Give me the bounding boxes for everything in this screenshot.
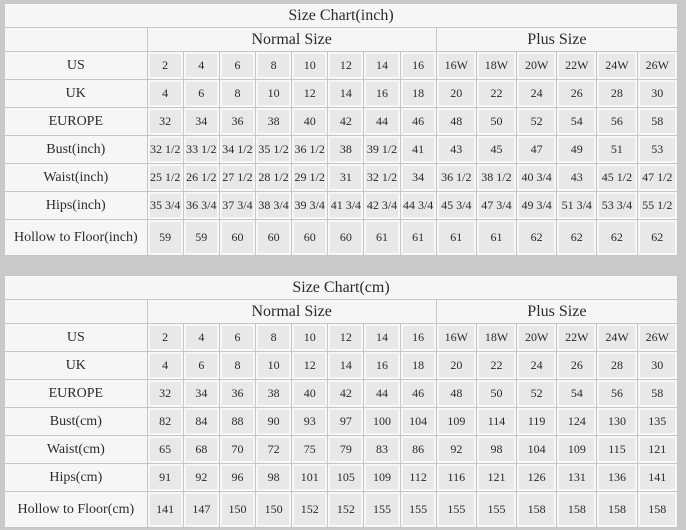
size-cell: 22W	[557, 324, 597, 352]
size-cell: 116	[436, 464, 476, 492]
size-cell: 83	[364, 436, 400, 464]
size-cell: 31	[328, 164, 364, 192]
size-cell: 24	[517, 80, 557, 108]
row-label: EUROPE	[5, 108, 148, 136]
size-cell: 35 3/4	[147, 192, 183, 220]
size-cell: 32	[147, 108, 183, 136]
table-title: Size Chart(inch)	[5, 4, 678, 28]
size-cell: 42 3/4	[364, 192, 400, 220]
size-cell: 32 1/2	[147, 136, 183, 164]
group-header-normal-size: Normal Size	[147, 300, 436, 324]
size-cell: 30	[637, 352, 677, 380]
size-cell: 114	[476, 408, 516, 436]
size-cell: 4	[183, 324, 219, 352]
size-cell: 36 3/4	[183, 192, 219, 220]
row-label: Hips(inch)	[5, 192, 148, 220]
size-cell: 62	[637, 220, 678, 256]
size-cell: 92	[436, 436, 476, 464]
size-cell: 62	[517, 220, 557, 256]
row-label: EUROPE	[5, 380, 148, 408]
table-row	[5, 192, 678, 220]
table-row	[5, 380, 678, 408]
size-cell: 155	[436, 492, 476, 528]
size-cell: 86	[400, 436, 436, 464]
row-label: Hollow to Floor(cm)	[5, 492, 148, 528]
size-cell: 62	[597, 220, 637, 256]
size-cell: 38	[256, 380, 292, 408]
size-cell: 16	[400, 324, 436, 352]
size-cell: 55 1/2	[637, 192, 678, 220]
size-cell: 70	[219, 436, 255, 464]
group-header-row	[5, 300, 678, 324]
size-cell: 36	[219, 108, 255, 136]
size-cell: 121	[637, 436, 677, 464]
size-cell: 36 1/2	[292, 136, 328, 164]
size-cell: 53	[637, 136, 678, 164]
size-cell: 18W	[476, 52, 516, 80]
size-cell: 72	[256, 436, 292, 464]
size-cell: 16	[400, 52, 436, 80]
size-cell: 90	[256, 408, 292, 436]
size-cell: 34	[183, 108, 219, 136]
size-cell: 51	[597, 136, 637, 164]
size-cell: 6	[183, 352, 219, 380]
size-cell: 4	[183, 52, 219, 80]
table-row	[5, 352, 678, 380]
size-cell: 41 3/4	[328, 192, 364, 220]
size-cell: 136	[597, 464, 637, 492]
size-cell: 40	[292, 108, 328, 136]
size-cell: 60	[219, 220, 255, 256]
size-cell: 38	[328, 136, 364, 164]
size-cell: 36	[219, 380, 255, 408]
row-label: UK	[5, 80, 148, 108]
size-cell: 126	[517, 464, 557, 492]
table-title: Size Chart(cm)	[5, 276, 678, 300]
size-cell: 47 1/2	[637, 164, 678, 192]
size-cell: 52	[517, 380, 557, 408]
size-cell: 109	[436, 408, 476, 436]
size-cell: 48	[436, 108, 476, 136]
size-cell: 18	[400, 80, 436, 108]
table-row	[5, 408, 678, 436]
size-cell: 61	[400, 220, 436, 256]
size-cell: 54	[557, 380, 597, 408]
size-cell: 88	[219, 408, 255, 436]
size-cell: 26 1/2	[183, 164, 219, 192]
size-cell: 14	[364, 52, 400, 80]
size-cell: 40 3/4	[517, 164, 557, 192]
size-cell: 44 3/4	[400, 192, 436, 220]
size-cell: 115	[597, 436, 637, 464]
size-cell: 12	[328, 324, 364, 352]
size-cell: 47 3/4	[476, 192, 516, 220]
size-cell: 24W	[597, 52, 637, 80]
size-cell: 8	[256, 324, 292, 352]
size-cell: 2	[147, 324, 183, 352]
size-cell: 16	[364, 80, 400, 108]
size-cell: 84	[183, 408, 219, 436]
size-cell: 119	[517, 408, 557, 436]
size-cell: 34	[400, 164, 436, 192]
size-cell: 43	[436, 136, 476, 164]
table-row	[5, 80, 678, 108]
size-cell: 61	[364, 220, 400, 256]
size-cell: 39 3/4	[292, 192, 328, 220]
size-cell: 32 1/2	[364, 164, 400, 192]
size-cell: 26W	[637, 324, 677, 352]
table-row	[5, 324, 678, 352]
size-cell: 49	[557, 136, 597, 164]
size-chart-table-cm	[4, 275, 678, 528]
corner-cell	[5, 28, 148, 52]
size-cell: 92	[183, 464, 219, 492]
size-cell: 6	[219, 52, 255, 80]
table-row	[5, 136, 678, 164]
size-cell: 100	[364, 408, 400, 436]
size-cell: 24W	[597, 324, 637, 352]
table-row	[5, 220, 678, 256]
size-cell: 12	[292, 352, 328, 380]
table-title-row	[5, 4, 678, 28]
size-cell: 105	[328, 464, 364, 492]
size-cell: 22	[476, 80, 516, 108]
size-cell: 18W	[476, 324, 516, 352]
size-cell: 41	[400, 136, 436, 164]
size-cell: 22W	[557, 52, 597, 80]
size-cell: 50	[476, 108, 516, 136]
table-row	[5, 464, 678, 492]
size-cell: 121	[476, 464, 516, 492]
size-cell: 45	[476, 136, 516, 164]
size-cell: 39 1/2	[364, 136, 400, 164]
size-cell: 141	[147, 492, 183, 528]
size-cell: 158	[597, 492, 637, 528]
group-header-plus-size: Plus Size	[436, 28, 677, 52]
size-cell: 26W	[637, 52, 678, 80]
size-cell: 93	[292, 408, 328, 436]
size-cell: 104	[517, 436, 557, 464]
size-cell: 43	[557, 164, 597, 192]
group-header-row	[5, 28, 678, 52]
size-cell: 155	[476, 492, 516, 528]
size-cell: 10	[292, 52, 328, 80]
size-cell: 34	[183, 380, 219, 408]
size-cell: 59	[183, 220, 219, 256]
size-cell: 60	[292, 220, 328, 256]
table-row	[5, 492, 678, 528]
table-title-row	[5, 276, 678, 300]
size-cell: 96	[219, 464, 255, 492]
size-cell: 150	[219, 492, 255, 528]
size-cell: 36 1/2	[436, 164, 476, 192]
size-cell: 155	[364, 492, 400, 528]
size-cell: 131	[557, 464, 597, 492]
size-cell: 61	[436, 220, 476, 256]
size-cell: 112	[400, 464, 436, 492]
size-cell: 26	[557, 352, 597, 380]
size-cell: 152	[292, 492, 328, 528]
corner-cell	[5, 300, 148, 324]
table-row	[5, 436, 678, 464]
size-cell: 58	[637, 108, 678, 136]
size-cell: 62	[557, 220, 597, 256]
size-cell: 147	[183, 492, 219, 528]
size-cell: 42	[328, 108, 364, 136]
size-cell: 37 3/4	[219, 192, 255, 220]
size-cell: 56	[597, 108, 637, 136]
size-cell: 20W	[517, 52, 557, 80]
size-cell: 25 1/2	[147, 164, 183, 192]
size-cell: 50	[476, 380, 516, 408]
size-cell: 18	[400, 352, 436, 380]
size-cell: 4	[147, 352, 183, 380]
size-cell: 45 3/4	[436, 192, 476, 220]
size-cell: 10	[292, 324, 328, 352]
size-cell: 61	[476, 220, 516, 256]
size-cell: 155	[400, 492, 436, 528]
size-cell: 28	[597, 80, 637, 108]
size-cell: 8	[256, 52, 292, 80]
size-cell: 40	[292, 380, 328, 408]
size-cell: 130	[597, 408, 637, 436]
size-cell: 45 1/2	[597, 164, 637, 192]
size-cell: 12	[328, 52, 364, 80]
row-label: US	[5, 324, 148, 352]
size-cell: 27 1/2	[219, 164, 255, 192]
size-cell: 20	[436, 80, 476, 108]
size-cell: 109	[557, 436, 597, 464]
size-cell: 2	[147, 52, 183, 80]
row-label: Waist(cm)	[5, 436, 148, 464]
table-row	[5, 164, 678, 192]
size-cell: 38 1/2	[476, 164, 516, 192]
size-cell: 46	[400, 108, 436, 136]
size-cell: 16	[364, 352, 400, 380]
size-cell: 98	[476, 436, 516, 464]
size-cell: 10	[256, 352, 292, 380]
size-cell: 135	[637, 408, 677, 436]
size-cell: 14	[364, 324, 400, 352]
size-cell: 10	[256, 80, 292, 108]
size-cell: 82	[147, 408, 183, 436]
size-cell: 28 1/2	[256, 164, 292, 192]
size-cell: 124	[557, 408, 597, 436]
size-cell: 59	[147, 220, 183, 256]
size-cell: 32	[147, 380, 183, 408]
size-cell: 30	[637, 80, 678, 108]
size-cell: 97	[328, 408, 364, 436]
row-label: Waist(inch)	[5, 164, 148, 192]
size-cell: 54	[557, 108, 597, 136]
size-cell: 28	[597, 352, 637, 380]
size-cell: 8	[219, 352, 255, 380]
size-cell: 79	[328, 436, 364, 464]
size-cell: 44	[364, 380, 400, 408]
size-cell: 24	[517, 352, 557, 380]
size-cell: 38 3/4	[256, 192, 292, 220]
size-charts-container	[4, 3, 678, 528]
size-cell: 44	[364, 108, 400, 136]
size-cell: 22	[476, 352, 516, 380]
size-cell: 141	[637, 464, 677, 492]
size-cell: 4	[147, 80, 183, 108]
size-chart-table-inch	[4, 3, 678, 256]
size-cell: 47	[517, 136, 557, 164]
size-cell: 65	[147, 436, 183, 464]
size-cell: 16W	[436, 324, 476, 352]
size-cell: 6	[183, 80, 219, 108]
size-cell: 29 1/2	[292, 164, 328, 192]
size-cell: 8	[219, 80, 255, 108]
size-cell: 109	[364, 464, 400, 492]
size-cell: 52	[517, 108, 557, 136]
size-cell: 6	[219, 324, 255, 352]
size-cell: 60	[328, 220, 364, 256]
size-cell: 48	[436, 380, 476, 408]
row-label: Hollow to Floor(inch)	[5, 220, 148, 256]
size-cell: 46	[400, 380, 436, 408]
size-cell: 20W	[517, 324, 557, 352]
size-cell: 68	[183, 436, 219, 464]
row-label: Bust(cm)	[5, 408, 148, 436]
size-cell: 58	[637, 380, 677, 408]
size-cell: 150	[256, 492, 292, 528]
size-cell: 158	[557, 492, 597, 528]
size-cell: 91	[147, 464, 183, 492]
size-cell: 14	[328, 352, 364, 380]
size-cell: 34 1/2	[219, 136, 255, 164]
size-cell: 158	[517, 492, 557, 528]
size-cell: 53 3/4	[597, 192, 637, 220]
size-cell: 16W	[436, 52, 476, 80]
size-cell: 75	[292, 436, 328, 464]
size-cell: 33 1/2	[183, 136, 219, 164]
table-row	[5, 108, 678, 136]
size-cell: 56	[597, 380, 637, 408]
row-label: US	[5, 52, 148, 80]
group-header-plus-size: Plus Size	[436, 300, 677, 324]
size-cell: 60	[256, 220, 292, 256]
size-cell: 98	[256, 464, 292, 492]
size-cell: 51 3/4	[557, 192, 597, 220]
size-cell: 158	[637, 492, 677, 528]
row-label: Bust(inch)	[5, 136, 148, 164]
group-header-normal-size: Normal Size	[147, 28, 436, 52]
size-cell: 14	[328, 80, 364, 108]
size-cell: 104	[400, 408, 436, 436]
size-cell: 26	[557, 80, 597, 108]
size-cell: 152	[328, 492, 364, 528]
row-label: Hips(cm)	[5, 464, 148, 492]
size-cell: 20	[436, 352, 476, 380]
size-cell: 35 1/2	[256, 136, 292, 164]
table-row	[5, 52, 678, 80]
size-cell: 49 3/4	[517, 192, 557, 220]
size-cell: 101	[292, 464, 328, 492]
size-cell: 42	[328, 380, 364, 408]
size-cell: 12	[292, 80, 328, 108]
row-label: UK	[5, 352, 148, 380]
size-cell: 38	[256, 108, 292, 136]
